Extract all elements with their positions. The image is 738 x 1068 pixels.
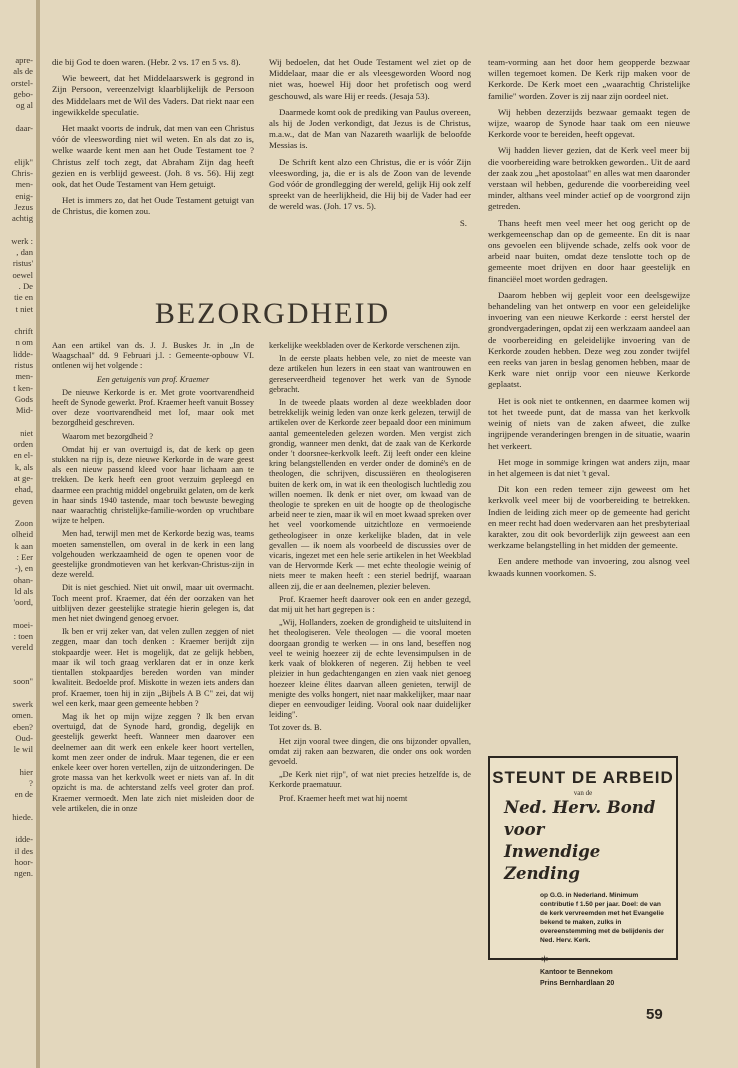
margin-fragment: vereld — [11, 642, 33, 653]
col1-paragraph: die bij God te doen waren. (Hebr. 2 vs. 17 en 5 vs. 8). — [52, 57, 241, 67]
article-paragraph: In de tweede plaats worden al deze weekbladen door betrekkelijk weinig leden van onze kerk gelezen, terwijl de artikelen over de Kerkorde zeer bepaald door een minimum aantal gemeenteleden gelezen worden. Men vergist zich grondig, wanneer men denkt, dat de zaak van de Kerkorde onder 't doorsnee-kerkvolk leeft. Zij leeft onder een kleine kring belangstellenden en verder onder de dominé's en de theologen, die schrijven, discussiëren en theologiseren buiten de kerk om, in wat ik een theologisch luchtledig zou willen noemen. Ik denk er niet over, om kwaad van de theologie te spreken en uit de hoogte op de theologische arbeid neer te zien, maar ik wil en moet kwaad spreken over het veel voorkomende uitzichtloze en vermoeiende getheologiseer in onze kerkelijke bladen, dat in vele gevallen — ik noem als voorbeeld de discussies over de vicaris, ingezet met een hele serie artikelen in het Weekblad van de Hervormde Kerk — met echte theologie weinig of niets meer te maken heeft : een steriel bedrijf, waaraan alleen zij, die er aan deelnemen, plezier beleven. — [269, 398, 471, 591]
ad-organisation-line-1: Ned. Herv. Bond voor — [504, 798, 656, 839]
margin-fragment: en de — [14, 789, 33, 800]
col2-signature: S. — [459, 217, 467, 228]
margin-fragment: : Eer — [16, 552, 33, 563]
ad-title: STEUNT DE ARBEID — [492, 768, 674, 787]
margin-fragment: als de — [13, 66, 33, 77]
col3-paragraph: Het is ook niet te ontkennen, en daarmee komen wij tot het tweede punt, dat de massa van het kerkvolk weinig of niets van de zaken afweet, die zulke ingrijpende veranderingen brengen in de situatie, waarin het verkeert. — [488, 395, 690, 451]
column-3 — [488, 57, 690, 584]
page-number: 59 — [646, 1006, 663, 1023]
col2-paragraph: Wij bedoelen, dat het Oude Testament wel ziet op de Middelaar, maar die er als vleesgeworden Woord nog niet was, hoewel Hij door het profetisch oog werd geschouwd, als ware Hij er reeds. (Jesaja 53). — [269, 57, 471, 101]
margin-fragment: ohan- — [13, 574, 33, 585]
margin-fragment: t niet — [15, 303, 33, 314]
col1-paragraph: Het is immers zo, dat het Oude Testament getuigt van de Christus, die komen zou. — [52, 195, 254, 217]
col3-paragraph: Daarom hebben wij gepleit voor een deelsgewijze behandeling van het ontwerp en voor een geleidelijke invoering van een nieuwe Kerkorde : eerst herstel der grondvergaderingen, opdat zij een werkzaam aandeel aan de voorbereiding en geleidelijke invoering van de Kerkorde zouden hebben. Deze weg zou zonder twijfel een reeks van jaren in beslag genomen hebben, maar de Kerk ware niet onrijp voor een nieuwe Kerkorde geplaatst. — [488, 289, 690, 390]
col3-paragraph: Wij hebben dezerzijds bezwaar gemaakt tegen de wijze, waarop de Synode haar taak om een nieuwe Kerkorde voor te bereiden, heeft opgevat. — [488, 106, 690, 140]
margin-fragment — [0, 111, 33, 122]
article-paragraph: Mag ik het op mijn wijze zeggen ? Ik ben ervan overtuigd, dat de Synode hard, grondig, degelijk en geestelijk gewerkt heeft. Wanneer men daarover een deelnemer aan dit werk een enkele keer hoort vertellen, komt men zeer onder de indruk. Maar tegenen, die er een enkele keer over horen vertellen, zijn de uitzonderingen. De grote massa van het kerkvolk weet er niets van af. In dit opzicht is ma. de achterstand zelfs veel groter dan prof. Kraemer vermoedt. Men late zich niet misleiden door de vele artikelen, die in onze — [52, 711, 254, 813]
col1-paragraph: Wie beweert, dat het Middelaarswerk is gegrond in Zijn Persoon, vereenzelvigt klaarblijkelijk de Persoon des Middelaars met de Wil des Vaders. Dat riekt naar een ingewikkelde speculatie. — [52, 73, 254, 117]
col3-paragraph: team-vorming aan het door hem geopperde bezwaar willen tegemoet komen. De Kerk rijp maken voor de Kerkorde. De Kerk moet een „waarachtig Christelijke familie" worden. Zover is zij naar zijn oordeel niet. — [488, 57, 690, 101]
margin-fragment — [0, 801, 33, 812]
col3-paragraph: Een andere methode van invoering, zou alsnog veel kwaads kunnen voorkomen. S. — [488, 556, 690, 578]
margin-fragment: t ken- — [13, 382, 33, 393]
margin-fragment: lidde- — [12, 348, 33, 359]
article-intro: Aan een artikel van ds. J. J. Buskes Jr. in „In de Waagschaal" dd. 9 Februari j.l. : Gemeente-opbouw VI. ontlenen wij het volgende : — [52, 341, 254, 371]
margin-fragment: k aan — [14, 540, 33, 551]
margin-fragment: orstel- — [11, 77, 33, 88]
column-2-top — [269, 57, 471, 229]
ad-address-line-1: Kantoor te Bennekom — [540, 969, 613, 976]
left-page-margin-fragments — [0, 55, 33, 975]
margin-fragment: soon" — [13, 676, 33, 687]
margin-fragment: . De — [18, 280, 33, 291]
margin-fragment: at ge- — [13, 472, 33, 483]
margin-fragment: le wil — [13, 744, 33, 755]
margin-fragment: swerk — [12, 698, 33, 709]
margin-fragment: hier — [19, 766, 33, 777]
article-paragraph: Men had, terwijl men met de Kerkorde bezig was, teams moeten samenstellen, om overal in de kerk in een lang volgehouden werkzaamheid de ogen te openen voor de geestelijke grondmotieven van het kerkvan-Christus-zijn in deze wereld. — [52, 529, 254, 580]
margin-fragment: daar- — [15, 122, 33, 133]
article-paragraph: De nieuwe Kerkorde is er. Met grote voortvarendheid heeft de Synode gewerkt. Prof. Kraemer heeft vanuit Bossey over deze voortvarendheid met lof, maar ook met bezorgdheid geschreven. — [52, 387, 254, 428]
margin-fragment: apre- — [15, 55, 33, 65]
col1-paragraph: Het maakt voorts de indruk, dat men van een Christus vóór de vleeswording niet wil weten. En als dat zo is, welke waarde kent men aan het Oude Testament toe ? Christus zelf toch zegt, dat Abraham Zijn dag heeft gezien en is verblijd geweest. (Joh. 8 vs. 56). Hij zegt ook, dat het Oude Testament van Hem getuigt. — [52, 123, 254, 190]
margin-fragment: omen. — [11, 710, 33, 721]
margin-fragment — [0, 823, 33, 834]
ad-van: van de — [573, 789, 593, 797]
margin-fragment: n om — [15, 337, 33, 348]
margin-fragment: Gods — [14, 393, 33, 404]
ad-body-text: op G.G. in Nederland. Minimum contributie f 1.50 per jaar. Doel: de van de kerk vervreemden met het Evangelie bekend te maken, zulks in overeenstemming met de belijdenis der Ned. Herv. Kerk. — [540, 892, 664, 944]
article-column-1 — [52, 341, 254, 817]
margin-fragment: en el- — [13, 450, 33, 461]
margin-fragment: ld als — [14, 585, 33, 596]
article-paragraph: Het zijn vooral twee dingen, die ons bijzonder opvallen, omdat zij raken aan bezwaren, die onder ons ook worden gevoeld. — [269, 736, 471, 766]
article-subheading: Een getuigenis van prof. Kraemer — [96, 374, 210, 384]
margin-fragment: eben? — [12, 721, 33, 732]
ad-organisation-line-2: Inwendige Zending — [504, 842, 601, 883]
col2-paragraph: Daarmede komt ook de prediking van Paulus overeen, als hij de Joden verkondigt, dat Jezus is de Christus, m.a.w., dat de Man van Nazareth waarlijk de beloofde Messias is. — [269, 106, 471, 151]
margin-fragment: tie en — [14, 292, 33, 303]
margin-fragment: Oud- — [15, 732, 33, 743]
margin-fragment: men- — [15, 179, 33, 190]
margin-fragment: men- — [15, 371, 33, 382]
margin-fragment: ristus — [14, 360, 33, 371]
margin-fragment — [0, 755, 33, 766]
margin-fragment: elijk" — [14, 156, 33, 167]
col3-paragraph: Dit kon een reden temeer zijn geweest om het kerkvolk veel meer bij de voorbereiding te betrekken. Indien de leiding zich meer op de gemeente had gericht en meer recht had doen wedervaren aan het presbyteriaal karakter, zou dit ook bevorderlijk zijn geweest aan een werkzame belangstelling in het midden der gemeente. — [488, 484, 690, 551]
margin-fragment: , dan — [16, 247, 33, 258]
margin-fragment: idde- — [15, 834, 33, 845]
margin-fragment: ? — [29, 778, 33, 788]
article-paragraph: Omdat hij er van overtuigd is, dat de kerk op geen stukken na rijp is, deze nieuwe Kerkorde in de ware geest als een nieuw passend kleed voor haar lichaam aan te trekken. De kerk heeft een groot verzuim gepleegd en daarmee een prachtig middel ongebruikt gelaten, om de kerk in haar sinds 1940 tastende, maar toch bewuste beweging naar waarachtig christelijke-familie-worden op vruchtbare wijze te helpen. — [52, 444, 254, 526]
margin-fragment: ngen. — [14, 868, 33, 879]
margin-fragment — [0, 417, 33, 428]
margin-fragment: Mid- — [15, 405, 33, 416]
margin-fragment: ristus' — [12, 258, 33, 269]
margin-fragment — [0, 507, 33, 518]
article-paragraph: Waarom met bezorgdheid ? — [62, 431, 154, 441]
margin-fragment: hiede. — [12, 811, 33, 822]
advertisement-box — [488, 756, 678, 987]
margin-fragment: gebo- — [13, 88, 33, 99]
margin-fragment: orden — [13, 439, 33, 450]
margin-fragment — [0, 224, 33, 235]
margin-fragment: olheid — [11, 529, 33, 540]
margin-fragment: achtig — [12, 213, 33, 224]
margin-fragment: oewel — [12, 269, 33, 280]
margin-fragment — [0, 688, 33, 699]
article-paragraph: Dit is niet geschied. Niet uit onwil, maar uit overmacht. Toch meent prof. Kraemer, dat één der oorzaken van het uitblijven dezer geestelijke strategie hierin gelegen is, dat men het niet dwingend genoeg ervoer. — [52, 583, 254, 624]
article-heading: BEZORGDHEID — [154, 297, 391, 330]
page-gutter — [36, 0, 40, 1068]
margin-fragment: niet — [20, 427, 33, 438]
margin-fragment: ehad, — [14, 484, 33, 495]
article-paragraph: kerkelijke weekbladen over de Kerkorde verschenen zijn. — [269, 341, 460, 350]
margin-fragment — [0, 665, 33, 676]
article-column-2 — [269, 341, 471, 807]
article-paragraph: „De Kerk niet rijp", of wat niet precies hetzelfde is, de Kerkorde praematuur. — [269, 770, 471, 790]
article-paragraph: Tot zover ds. B. — [269, 723, 322, 733]
margin-fragment — [0, 145, 33, 156]
article-paragraph: Prof. Kraemer heeft met wat hij noemt — [279, 793, 408, 803]
margin-fragment: Jezus — [14, 201, 33, 212]
margin-fragment: il des — [14, 845, 33, 856]
col3-paragraph: Thans heeft men veel meer het oog gericht op de werkgemeenschap dan op de gemeente. En dit is naar ons gevoelen een blijvende schade, zelfs ook voor de arbeid naar buiten, omdat deze tenslotte toch op de gemeente moet drijven en door haar geestelijk en financiëel moet worden gedragen. — [488, 217, 690, 284]
margin-fragment: : toen — [13, 631, 33, 642]
margin-fragment: chrift — [14, 326, 33, 337]
margin-fragment: og al — [16, 100, 33, 111]
margin-fragment: Zoon — [14, 518, 33, 529]
article-paragraph: Prof. Kraemer heeft daarover ook een en ander gezegd, dat mij uit het hart gegrepen is : — [269, 594, 471, 615]
ad-address-line-2: Prins Bernhardlaan 20 — [540, 980, 615, 987]
col2-paragraph: De Schrift kent alzo een Christus, die er is vóór Zijn vleeswording, ja, die er is als de Zoon van de levende God vóór de grondlegging der wereld, gelijk Hij ook zelf spreekt van de heerlijkheid, die Hij bij de Vader had eer de wereld was. (Joh. 17 vs. 5). — [269, 156, 471, 212]
margin-fragment: moei- — [12, 619, 33, 630]
star-icon: ✶ — [540, 954, 550, 966]
margin-fragment: Chris- — [11, 167, 33, 178]
margin-fragment: werk : — [11, 235, 33, 246]
margin-fragment: 'oord, — [13, 597, 33, 608]
margin-fragment — [0, 134, 33, 145]
margin-fragment — [0, 609, 33, 620]
margin-fragment: hoor- — [14, 857, 33, 868]
margin-fragment — [0, 315, 33, 326]
article-paragraph: Ik ben er vrij zeker van, dat velen zullen zeggen of niet zeggen, maar dan toch denken : Kraemer berijdt zijn stokpaardje weer. Het is mogelijk, dat ze gelijk hebben, maar ik wil toch graag verklaren dat er in onze kerk tientallen stokpaardjes bereden worden van minder kwaliteit. Bedoelde prof. Miskotte in wezen iets anders dan prof. Kraemer, toen hij in zijn „Bijbels A B C" zei, dat wij wel een kerk, maar geen gemeente hebben ? — [52, 627, 254, 708]
column-1-top — [52, 57, 254, 223]
col3-paragraph: Wij hadden liever gezien, dat de Kerk veel meer bij die voorbereiding ware betrokken geworden.. Uit de aard der zaak zou „het apostolaat" en alles wat men daaronder verstaan wil hebben, gedurende die voorbereiding veel minder, althans veel minder actief op de voorgrond zijn getreden. — [488, 145, 690, 212]
article-paragraph: In de eerste plaats hebben vele, zo niet de meeste van deze artikelen hun lezers in een staat van wantrouwen en gereserveerdheid tegenover het werk van de Synode gebracht. — [269, 354, 471, 394]
margin-fragment — [0, 654, 33, 665]
col3-paragraph: Het moge in sommige kringen wat anders zijn, maar in het algemeen is dat niet 't geval. — [488, 456, 690, 478]
article-quote: „Wij, Hollanders, zoeken de grondigheid te uitsluitend in het theologiseren. Vele theologen — die vooral moeten doorgaan grondig te werken — in ons land, beseffen nog veel te weinig hoezeer zij de echte levensimpulsen in de kerk vaak of blokkeren of negeren. Zij hebben te veel pleizier in hun gedachtengangen en zien vaak niet genoeg hoezeer kleine élites daarvan alleen genieten, terwijl de menigte des volks hongert, niet naar makkelijker, maar naar dieper en eenvoudiger leiding. Vooral ook naar duidelijker leiding". — [269, 618, 471, 720]
margin-fragment: -), en — [14, 563, 33, 574]
margin-fragment: enig- — [15, 190, 33, 201]
margin-fragment: geven — [12, 495, 33, 506]
margin-fragment: k, als — [14, 461, 33, 472]
